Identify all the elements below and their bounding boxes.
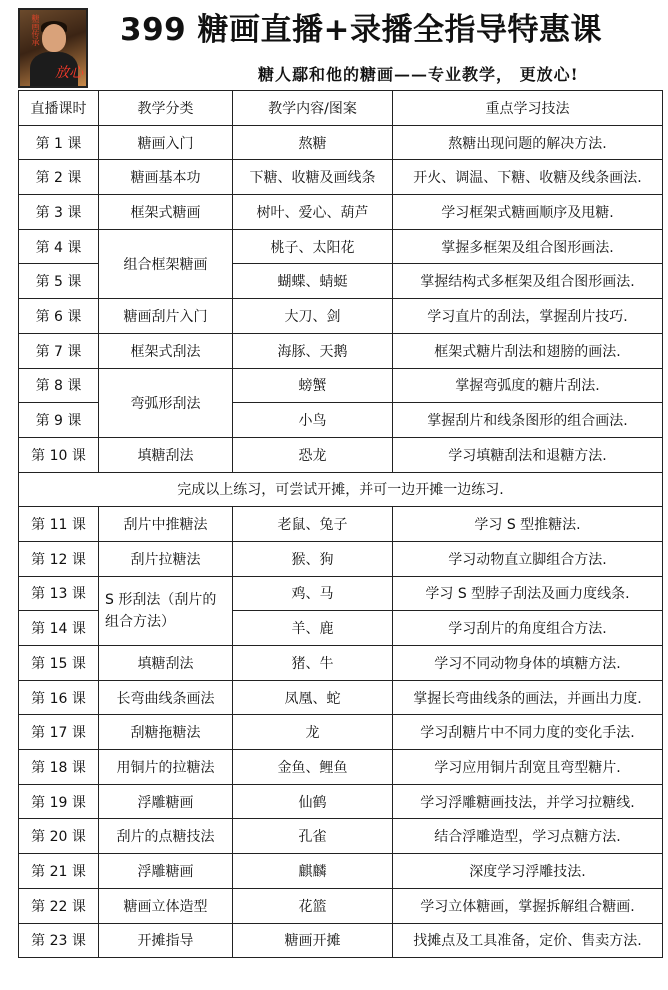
skill-cell: 学习应用铜片刮宽且弯型糖片.	[393, 750, 663, 785]
content-cell: 金鱼、鲤鱼	[233, 750, 393, 785]
lesson-cell: 第 11 课	[19, 507, 99, 542]
category-cell: 刮片的点糖技法	[99, 819, 233, 854]
category-cell: 长弯曲线条画法	[99, 680, 233, 715]
lesson-cell: 第 3 课	[19, 195, 99, 230]
table-row	[19, 715, 663, 750]
skill-cell: 学习直片的刮法，掌握刮片技巧.	[393, 299, 663, 334]
content-cell: 羊、鹿	[233, 611, 393, 646]
skill-cell: 学习 S 型脖子刮法及画力度线条.	[393, 576, 663, 611]
header-content: 教学内容/图案	[233, 91, 393, 126]
lesson-cell: 第 10 课	[19, 437, 99, 472]
table-row	[19, 437, 663, 472]
content-cell: 糖画开摊	[233, 923, 393, 958]
author-photo	[18, 8, 88, 88]
lesson-cell: 第 9 课	[19, 403, 99, 438]
photo-signature: 放心	[55, 65, 83, 81]
skill-cell: 框架式糖片刮法和翅膀的画法.	[393, 333, 663, 368]
page-subtitle: 糖人鄢和他的糖画——专业教学， 更放心!	[258, 65, 579, 84]
skill-cell: 学习不同动物身体的填糖方法.	[393, 646, 663, 681]
skill-cell: 学习刮片的角度组合方法.	[393, 611, 663, 646]
header-skill: 重点学习技法	[393, 91, 663, 126]
category-cell: 糖画基本功	[99, 160, 233, 195]
lesson-cell: 第 7 课	[19, 333, 99, 368]
table-row	[19, 160, 663, 195]
category-cell: 框架式刮法	[99, 333, 233, 368]
content-cell: 孔雀	[233, 819, 393, 854]
table-row	[19, 333, 663, 368]
lesson-cell: 第 6 课	[19, 299, 99, 334]
table-row	[19, 750, 663, 785]
content-cell: 下糖、收糖及画线条	[233, 160, 393, 195]
lesson-cell: 第 16 课	[19, 680, 99, 715]
skill-cell: 开火、调温、下糖、收糖及线条画法.	[393, 160, 663, 195]
table-row	[19, 507, 663, 542]
category-cell: S 形刮法（刮片的组合方法）	[99, 576, 233, 645]
lesson-cell: 第 5 课	[19, 264, 99, 299]
skill-cell: 熬糖出现问题的解决方法.	[393, 125, 663, 160]
lesson-cell: 第 14 课	[19, 611, 99, 646]
skill-cell: 学习填糖刮法和退糖方法.	[393, 437, 663, 472]
category-cell: 浮雕糖画	[99, 854, 233, 889]
table-row	[19, 195, 663, 230]
content-cell: 桃子、太阳花	[233, 229, 393, 264]
page-title: 399 糖画直播+录播全指导特惠课	[120, 12, 602, 48]
skill-cell: 学习浮雕糖画技法，并学习拉糖线.	[393, 784, 663, 819]
table-row	[19, 854, 663, 889]
lesson-cell: 第 19 课	[19, 784, 99, 819]
course-table	[18, 90, 663, 958]
category-cell: 糖画刮片入门	[99, 299, 233, 334]
lesson-cell: 第 17 课	[19, 715, 99, 750]
lesson-cell: 第 8 课	[19, 368, 99, 403]
skill-cell: 找摊点及工具准备，定价、售卖方法.	[393, 923, 663, 958]
category-cell: 框架式糖画	[99, 195, 233, 230]
skill-cell: 掌握多框架及组合图形画法.	[393, 229, 663, 264]
lesson-cell: 第 4 课	[19, 229, 99, 264]
skill-cell: 掌握刮片和线条图形的组合画法.	[393, 403, 663, 438]
header-category: 教学分类	[99, 91, 233, 126]
content-cell: 熬糖	[233, 125, 393, 160]
category-cell: 填糖刮法	[99, 646, 233, 681]
content-cell: 恐龙	[233, 437, 393, 472]
skill-cell: 学习框架式糖画顺序及甩糖.	[393, 195, 663, 230]
skill-cell: 学习刮糖片中不同力度的变化手法.	[393, 715, 663, 750]
table-row	[19, 888, 663, 923]
category-cell: 开摊指导	[99, 923, 233, 958]
content-cell: 海豚、天鹅	[233, 333, 393, 368]
table-row	[19, 923, 663, 958]
content-cell: 大刀、剑	[233, 299, 393, 334]
content-cell: 蝴蝶、蜻蜓	[233, 264, 393, 299]
content-cell: 花篮	[233, 888, 393, 923]
category-cell: 糖画入门	[99, 125, 233, 160]
note-row	[19, 472, 663, 507]
content-cell: 螃蟹	[233, 368, 393, 403]
table-row	[19, 541, 663, 576]
photo-stamp-text: 糖画传承	[31, 14, 40, 46]
skill-cell: 学习 S 型推糖法.	[393, 507, 663, 542]
table-row	[19, 299, 663, 334]
table-row	[19, 819, 663, 854]
category-cell: 刮糖拖糖法	[99, 715, 233, 750]
category-cell: 糖画立体造型	[99, 888, 233, 923]
category-cell: 组合框架糖画	[99, 229, 233, 298]
category-cell: 浮雕糖画	[99, 784, 233, 819]
table-row	[19, 646, 663, 681]
content-cell: 仙鹤	[233, 784, 393, 819]
lesson-cell: 第 18 课	[19, 750, 99, 785]
category-cell: 刮片中推糖法	[99, 507, 233, 542]
table-row	[19, 125, 663, 160]
lesson-cell: 第 23 课	[19, 923, 99, 958]
category-cell: 弯弧形刮法	[99, 368, 233, 437]
lesson-cell: 第 13 课	[19, 576, 99, 611]
skill-cell: 结合浮雕造型，学习点糖方法.	[393, 819, 663, 854]
header-lesson: 直播课时	[19, 91, 99, 126]
lesson-cell: 第 1 课	[19, 125, 99, 160]
lesson-cell: 第 21 课	[19, 854, 99, 889]
lesson-cell: 第 12 课	[19, 541, 99, 576]
content-cell: 老鼠、兔子	[233, 507, 393, 542]
content-cell: 麒麟	[233, 854, 393, 889]
table-row	[19, 784, 663, 819]
content-cell: 龙	[233, 715, 393, 750]
table-row	[19, 229, 663, 264]
lesson-cell: 第 22 课	[19, 888, 99, 923]
skill-cell: 学习动物直立脚组合方法.	[393, 541, 663, 576]
lesson-cell: 第 15 课	[19, 646, 99, 681]
content-cell: 树叶、爱心、葫芦	[233, 195, 393, 230]
lesson-cell: 第 2 课	[19, 160, 99, 195]
skill-cell: 深度学习浮雕技法.	[393, 854, 663, 889]
header	[0, 0, 668, 95]
skill-cell: 掌握长弯曲线条的画法，并画出力度.	[393, 680, 663, 715]
content-cell: 猪、牛	[233, 646, 393, 681]
content-cell: 鸡、马	[233, 576, 393, 611]
table-row	[19, 576, 663, 611]
table-row	[19, 368, 663, 403]
skill-cell: 掌握结构式多框架及组合图形画法.	[393, 264, 663, 299]
photo-face	[42, 24, 66, 52]
content-cell: 小鸟	[233, 403, 393, 438]
category-cell: 用铜片的拉糖法	[99, 750, 233, 785]
table-header-row	[19, 91, 663, 126]
skill-cell: 学习立体糖画，掌握拆解组合糖画.	[393, 888, 663, 923]
skill-cell: 掌握弯弧度的糖片刮法.	[393, 368, 663, 403]
practice-note: 完成以上练习，可尝试开摊，并可一边开摊一边练习.	[19, 472, 663, 507]
category-cell: 填糖刮法	[99, 437, 233, 472]
table-row	[19, 680, 663, 715]
lesson-cell: 第 20 课	[19, 819, 99, 854]
content-cell: 凤凰、蛇	[233, 680, 393, 715]
content-cell: 猴、狗	[233, 541, 393, 576]
category-cell: 刮片拉糖法	[99, 541, 233, 576]
